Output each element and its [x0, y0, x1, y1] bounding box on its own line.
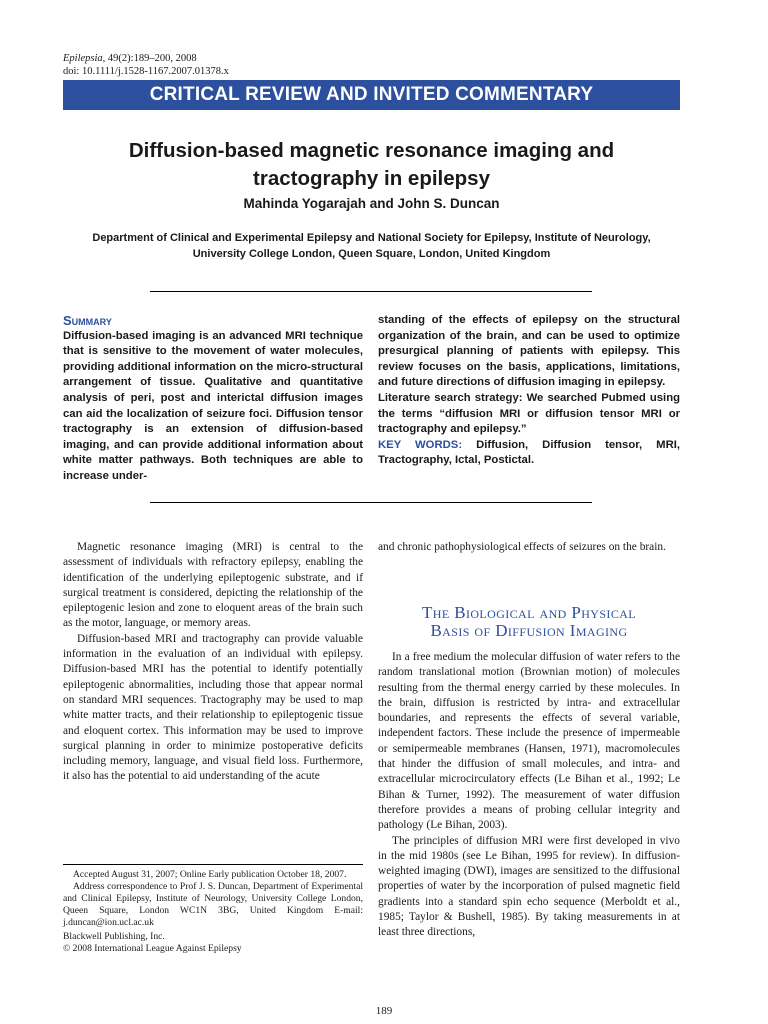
title-line-2: tractography in epilepsy	[253, 167, 490, 190]
publisher: Blackwell Publishing, Inc.	[63, 931, 165, 942]
section-heading	[378, 604, 680, 640]
bottom-divider	[150, 502, 592, 503]
paragraph: The principles of diffusion MRI were first developed in vivo in the mid 1980s (see Le Bihan, 1995 for review). In diffusion-weighted imaging (DWI), images are sensitized to the diffusional properties of water by the incorporation of pulsed magnetic field gradients into a standard spin echo sequence (Merboldt et al., 1985; Taylor & Bushell, 1985). By taking measurements in at least three directions,	[378, 834, 680, 939]
affiliation-line-2: University College London, Queen Square, London, United Kingdom	[192, 248, 551, 260]
body-column-2-intro	[378, 540, 680, 555]
section-banner: CRITICAL REVIEW AND INVITED COMMENTARY	[63, 80, 680, 110]
abstract-left-text: Diffusion-based imaging is an advanced MRI technique that is sensitive to the movement of water molecules, providing additional information on the micro-structural arrangement of tissue. Qualitative and quantitative analysis of peri, post and interictal diffusion images can aid the localization of seizure foci. Diffusion tensor tractography is an extension of diffusion-based imaging, and can provide additional information about white matter pathways. Both techniques are able to increase under-	[63, 329, 364, 482]
keywords-list: Diffusion, Diffusion tensor, MRI, Tractography, Ictal, Postictal.	[378, 438, 680, 467]
copyright: © 2008 International League Against Epilepsy	[63, 943, 242, 954]
correspondence-address: Address correspondence to Prof J. S. Duncan, Department of Experimental and Clinical Epilepsy, Institute of Neurology, University College London, Queen Square, London WC1N 3BG, United Kingdom E-mail: j.duncan@ion.ucl.ac.uk	[63, 881, 363, 928]
search-strategy: Literature search strategy: We searched Pubmed using the terms “diffusion MRI or diffusion tensor MRI or tractography and epilepsy.”	[378, 391, 680, 436]
authors: Mahinda Yogarajah and John S. Duncan	[243, 196, 500, 211]
paragraph: In a free medium the molecular diffusion of water refers to the random translational motion (Brownian motion) of molecules resulting from the thermal energy carried by these molecules. In the brain, diffusion is restricted by intra- and extracellular boundaries, and represents the effects of several variable, independent factors. These include the presence of impermeable or semipermeable membranes (Hansen, 1971), macromolecules that hinder the diffusion of small molecules, and intra- and extracellular microcirculatory effects (Le Bihan et al., 1992; Le Bihan & Turner, 1992). The measurement of water diffusion therefore provides a means of probing cellular integrity and pathology (Le Bihan, 2003).	[378, 651, 680, 832]
body-column-1	[63, 540, 363, 785]
affiliation	[63, 230, 680, 262]
affiliation-line-1: Department of Clinical and Experimental Epilepsy and National Society for Epilepsy, Institute of Neurology,	[92, 232, 651, 244]
summary-heading: Summary	[63, 313, 112, 328]
article-title	[63, 137, 680, 193]
journal-name: Epilepsia,	[63, 53, 106, 64]
section-heading-line-2: Basis of Diffusion Imaging	[430, 621, 628, 640]
paragraph: Diffusion-based MRI and tractography can provide valuable information in the evaluation of an individual with epilepsy. Diffusion-based MRI has the potential to identify potentially epileptogenic abnormalities, including those that appear normal on standard MRI sequences. Tractography may be used to map white matter tracts, and their relationship to epileptogenic tissue and eloquent cortex. This information may be used to improve surgical planning in order to minimize postoperative deficits including memory, language, and visual field loss. Furthermore, it also has the potential to aid understanding of the acute	[63, 632, 363, 783]
body-column-2	[378, 650, 680, 941]
accepted-date: Accepted August 31, 2007; Online Early publication October 18, 2007.	[73, 869, 347, 880]
section-heading-line-1: The Biological and Physical	[421, 603, 637, 622]
footnote-rule	[63, 864, 363, 865]
journal-citation	[63, 52, 197, 65]
paragraph: and chronic pathophysiological effects of seizures on the brain.	[378, 541, 666, 553]
top-divider	[150, 291, 592, 292]
doi: doi: 10.1111/j.1528-1167.2007.01378.x	[63, 66, 229, 77]
keywords-label: KEY WORDS:	[378, 438, 463, 451]
abstract-left	[63, 313, 363, 485]
title-line-1: Diffusion-based magnetic resonance imaging and	[128, 139, 615, 162]
keywords	[378, 438, 680, 469]
volume-pages: 49(2):189–200, 2008	[105, 53, 197, 64]
page-number: 189	[375, 1005, 393, 1017]
footnote	[63, 869, 363, 955]
abstract-right	[378, 313, 680, 469]
paragraph: Magnetic resonance imaging (MRI) is central to the assessment of individuals with refractory epilepsy, enabling the identification of the underlying epileptogenic substrate, and if surgical treatment is considered, depicting the relationship of the epileptogenic lesion and zone to eloquent areas of the brain such as the motor, language, or memory areas.	[63, 541, 363, 630]
abstract-right-text: standing of the effects of epilepsy on the structural organization of the brain, and can be used to optimize presurgical planning of patients with epilepsy. This review focuses on the basis, applications, limitations, and future directions of diffusion imaging in epilepsy.	[378, 314, 680, 389]
